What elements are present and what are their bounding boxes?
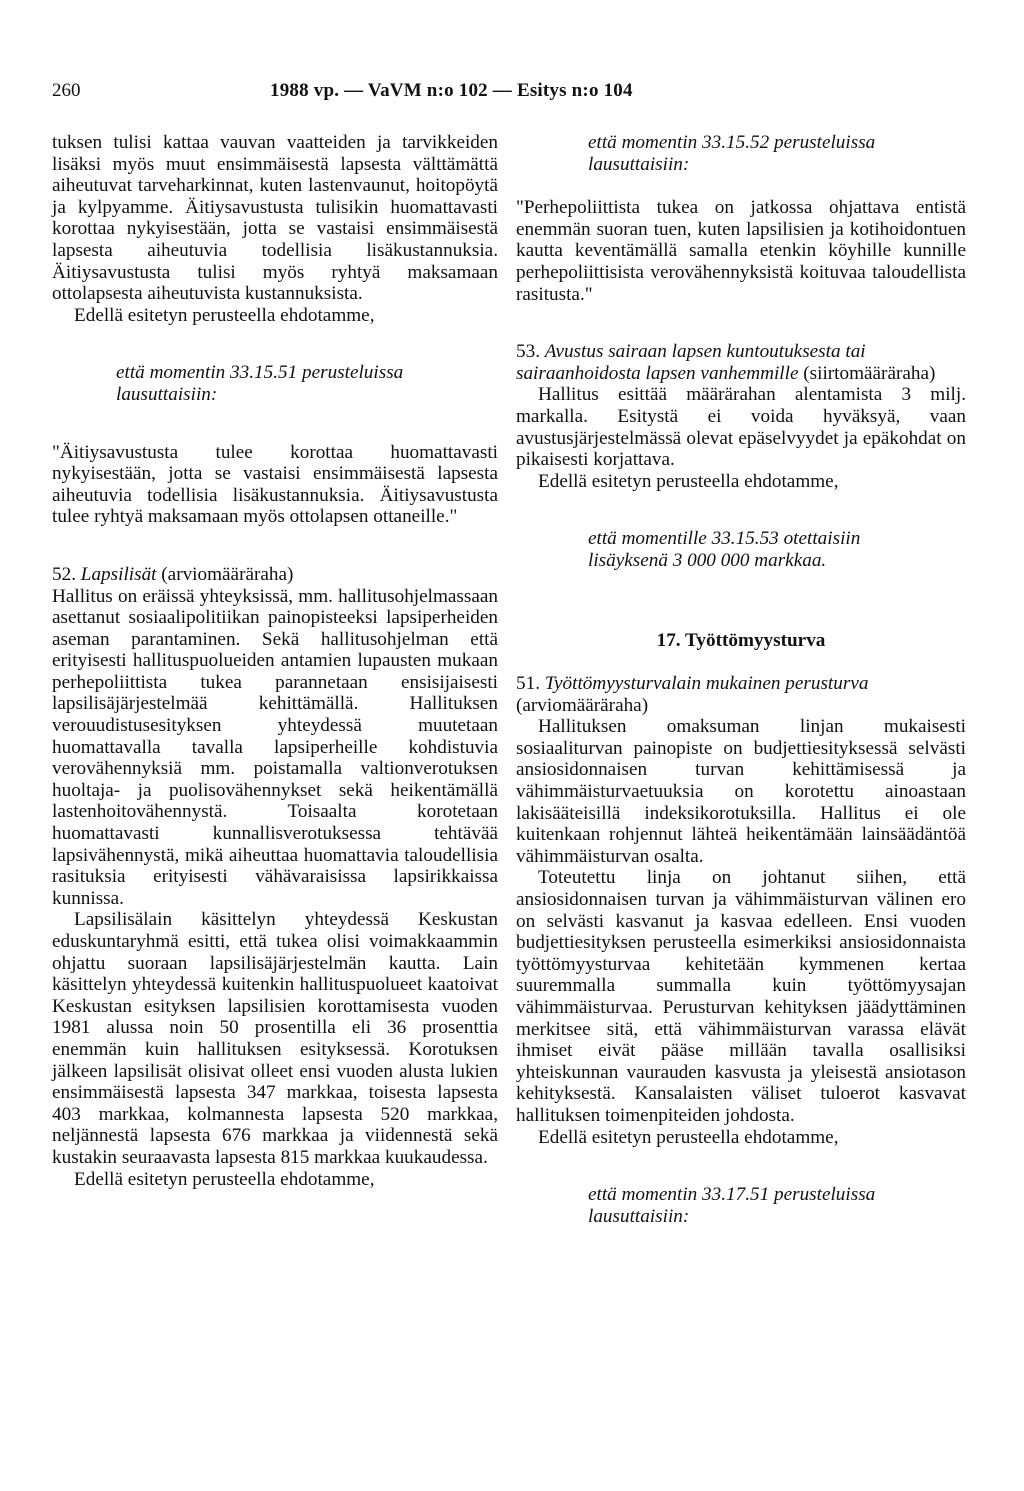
section-title: Avustus sairaan lapsen kuntoutuksesta tai sairaanhoidosta lapsen vanhemmille xyxy=(516,341,866,384)
paragraph: Hallitus esittää määrärahan alentamista 3 milj. markalla. Esitystä ei voida hyväksyä, vaan avustusjärjestelmässä olevat epäselvyydet ja epäkohdat on pikaisesti korjattava. xyxy=(516,384,966,471)
section-heading-17: 17. Työttömyysturva xyxy=(656,629,826,651)
section-title: Lapsilisät xyxy=(80,563,157,585)
running-title: 1988 vp. — VaVM n:o 102 — Esitys n:o 104 xyxy=(270,80,633,101)
proposal-statement: että momentin 33.17.51 perusteluissa lausuttaisiin: xyxy=(588,1184,876,1227)
section-type: (arviomääräraha) xyxy=(516,694,649,716)
quoted-proposal: "Perhepoliittista tukea on jatkossa ohjattava entistä enemmän suoran tuen, kuten lapsilisien ja kotihoidontuen kautta keventämällä samalla etenkin köyhille kunnille perhepoliittisista verovähennyksistä koituvaa taloudellista rasitusta." xyxy=(516,197,966,305)
section-number: 52. xyxy=(52,563,76,585)
left-column xyxy=(52,132,498,1190)
page-number: 260 xyxy=(52,80,81,101)
paragraph: Lapsilisälain käsittelyn yhteydessä Keskustan eduskuntaryhmä esitti, että tukea olisi voimakkaammin ohjattu suoraan lapsilisäjärjestelmän kautta. Lain käsittelyn yhteydessä kuitenkin hallituspuolueet kaatoivat Keskustan esityksen lapsilisien korottamisesta vuoden 1981 alussa noin 50 prosentilla eli 36 prosenttia enemmän kuin hallituksen esityksessä. Korotuksen jälkeen lapsilisät olisivat olleet ensi vuoden alusta lukien ensimmäisestä lapsesta 347 markkaa, toisesta lapsesta 403 markkaa, kolmannesta lapsesta 520 markkaa, neljännestä lapsesta 676 markkaa ja viidennestä sekä kustakin seuraavasta lapsesta 815 markkaa kuukaudessa. xyxy=(52,909,498,1168)
section-heading-53 xyxy=(516,341,966,384)
proposal-intro: Edellä esitetyn perusteella ehdotamme, xyxy=(74,1168,375,1190)
paragraph: Hallituksen omaksuman linjan mukaisesti sosiaaliturvan painopiste on budjettiesityksessä selvästi ansiosidonnaisen turvan kehittämisessä ja vähimmäisturvaetuuksia on korotettu ainoastaan lakisääteisillä indeksikorotuksilla. Hallitus ei ole kuitenkaan rohjennut lähteä heikentämään lainsäädäntöä vähimmäisturvan osalta. xyxy=(516,716,966,867)
section-title: Työttömyysturvalain mukainen perusturva xyxy=(544,673,869,695)
paragraph: tuksen tulisi kattaa vauvan vaatteiden ja tarvikkeiden lisäksi myös muut ensimmäisestä lapsesta välttämättä aiheutuvat tarveharkinnat, kuten lastenvaunut, hoitopöytä ja kylpyamme. Äitiysavustusta tulisikin huomattavasti korottaa nykyisestään, jotta se vastaisi ensimmäisestä lapsesta aiheutuvia todellisia lisäkustannuksia. Äitiysavustusta tulisi myös ryhtyä maksamaan ottolapsesta aiheutuvista kustannuksista. xyxy=(52,132,498,305)
right-column xyxy=(516,132,966,1227)
section-heading-51 xyxy=(516,673,966,716)
proposal-intro: Edellä esitetyn perusteella ehdotamme, xyxy=(538,1126,839,1148)
paragraph: Hallitus on eräissä yhteyksissä, mm. hallitusohjelmassaan asettanut sosiaalipolitiikan painopisteeksi lapsiperheiden aseman parantaminen. Sekä hallitusohjelman että erityisesti hallituspuolueiden antamien lupausten mukaan perhepoliittista tukea parannetaan ensisijaisesti lapsilisäjärjestelmää kehittämällä. Hallituksen verouudistusesityksen yhteydessä muutetaan huomattavalla tavalla lapsiperheille kohdistuvia verovähennyksiä mm. poistamalla valtionverotuksen huoltaja- ja puolisovähennykset sekä heikentämällä lastenhoitovähennystä. Toisaalta korotetaan huomattavasti kunnallisverotuksessa tehtävää lapsivähennystä, mikä aiheuttaa huomattavia taloudellisia rasituksia erityisesti vähävaraisissa lapsirikkaissa kunnissa. xyxy=(52,585,498,909)
section-type: (arviomääräraha) xyxy=(161,563,294,585)
proposal-intro: Edellä esitetyn perusteella ehdotamme, xyxy=(74,304,375,326)
page-header xyxy=(52,76,972,106)
quoted-proposal: "Äitiysavustusta tulee korottaa huomattavasti nykyisestään, jotta se vastaisi ensimmäisestä lapsesta aiheutuvia todellisia lisäkustannuksia. Äitiysavustusta tulee ryhtyä maksamaan myös ottolapsen ottaneille." xyxy=(52,441,498,528)
section-heading-52 xyxy=(52,564,498,586)
section-type: (siirtomääräraha) xyxy=(803,362,936,384)
section-number: 51. xyxy=(516,673,540,695)
section-number: 53. xyxy=(516,341,540,363)
proposal-statement: että momentin 33.15.51 perusteluissa lausuttaisiin: xyxy=(116,362,404,405)
proposal-statement: että momentin 33.15.52 perusteluissa lausuttaisiin: xyxy=(588,132,876,175)
paragraph: Toteutettu linja on johtanut siihen, että ansiosidonnaisen turvan ja vähimmäisturvan välinen ero on selvästi kasvanut ja kasvaa edelleen. Ensi vuoden budjettiesityksen perusteella esimerkiksi ansiosidonnaista työttömyysturvaa kehitetään kymmenen kertaa suuremmalla summalla kuin työttömyysajan vähimmäisturvaa. Perusturvan kehityksen jäädyttäminen merkitsee sitä, että vähimmäisturvan varassa elävät ihmiset eivät pääse millään tavalla osallisiksi yhteiskunnan vaurauden kasvusta ja yleisestä ansiotason kehityksestä. Kansalaisten väliset tuloerot kasvavat hallituksen toimenpiteiden johdosta. xyxy=(516,867,966,1126)
proposal-intro: Edellä esitetyn perusteella ehdotamme, xyxy=(538,470,839,492)
proposal-statement: että momentille 33.15.53 otettaisiin lisäyksenä 3 000 000 markkaa. xyxy=(588,528,861,571)
